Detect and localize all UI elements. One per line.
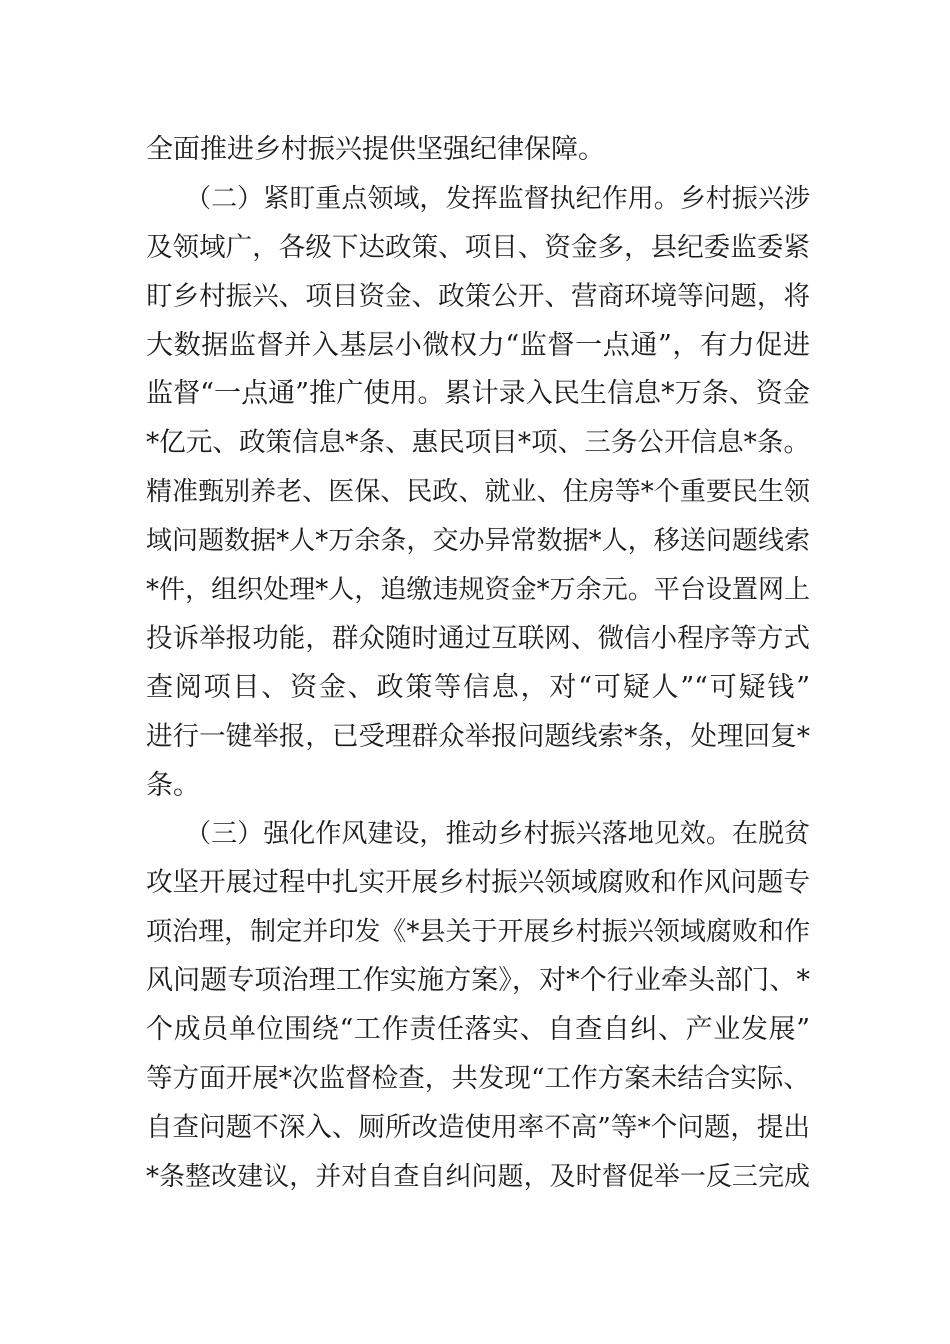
text-line: 等方面开展*次监督检查，共发现“工作方案未结合实际、 xyxy=(146,1062,810,1094)
text-line: 精准甄别养老、医保、民政、就业、住房等*个重要民生领 xyxy=(146,477,810,508)
text-line: 自查问题不深入、厕所改造使用率不高”等*个问题，提出 xyxy=(146,1111,810,1143)
document-body xyxy=(146,126,810,1202)
text-line: *亿元、政策信息*条、惠民项目*项、三务公开信息*条。 xyxy=(146,427,810,459)
text-line: （二）紧盯重点领域，发挥监督执纪作用。乡村振兴涉 xyxy=(146,183,810,214)
text-line: 域问题数据*人*万余条，交办异常数据*人，移送问题线索 xyxy=(146,526,810,557)
text-line: 全面推进乡村振兴提供坚强纪律保障。 xyxy=(146,134,605,165)
text-line: *件，组织处理*人，追缴违规资金*万余元。平台设置网上 xyxy=(146,575,810,606)
text-line: 盯乡村振兴、项目资金、政策公开、营商环境等问题，将 xyxy=(146,280,810,312)
text-line: 个成员单位围绕“工作责任落实、自查自纠、产业发展” xyxy=(146,1014,810,1046)
text-line: 项治理，制定并印发《*县关于开展乡村振兴领域腐败和作 xyxy=(146,917,810,948)
text-line: 大数据监督并入基层小微权力“监督一点通”，有力促进 xyxy=(146,329,810,361)
text-line: 及领域广，各级下达政策、项目、资金多，县纪委监委紧 xyxy=(146,231,810,263)
text-line: （三）强化作风建设，推动乡村振兴落地见效。在脱贫 xyxy=(146,819,810,850)
text-line: 查阅项目、资金、政策等信息，对“可疑人”“可疑钱” xyxy=(146,671,810,703)
text-line: 进行一键举报，已受理群众举报问题线索*条，处理回复* xyxy=(146,720,810,752)
text-line: 投诉举报功能，群众随时通过互联网、微信小程序等方式 xyxy=(146,622,810,654)
text-line: *条整改建议，并对自查自纠问题，及时督促举一反三完成 xyxy=(146,1161,810,1192)
text-line: 监督“一点通”推广使用。累计录入民生信息*万条、资金 xyxy=(146,378,810,410)
text-line: 风问题专项治理工作实施方案》，对*个行业牵头部门、* xyxy=(146,965,810,997)
text-line: 攻坚开展过程中扎实开展乡村振兴领域腐败和作风问题专 xyxy=(146,867,810,899)
text-line: 条。 xyxy=(146,769,200,801)
